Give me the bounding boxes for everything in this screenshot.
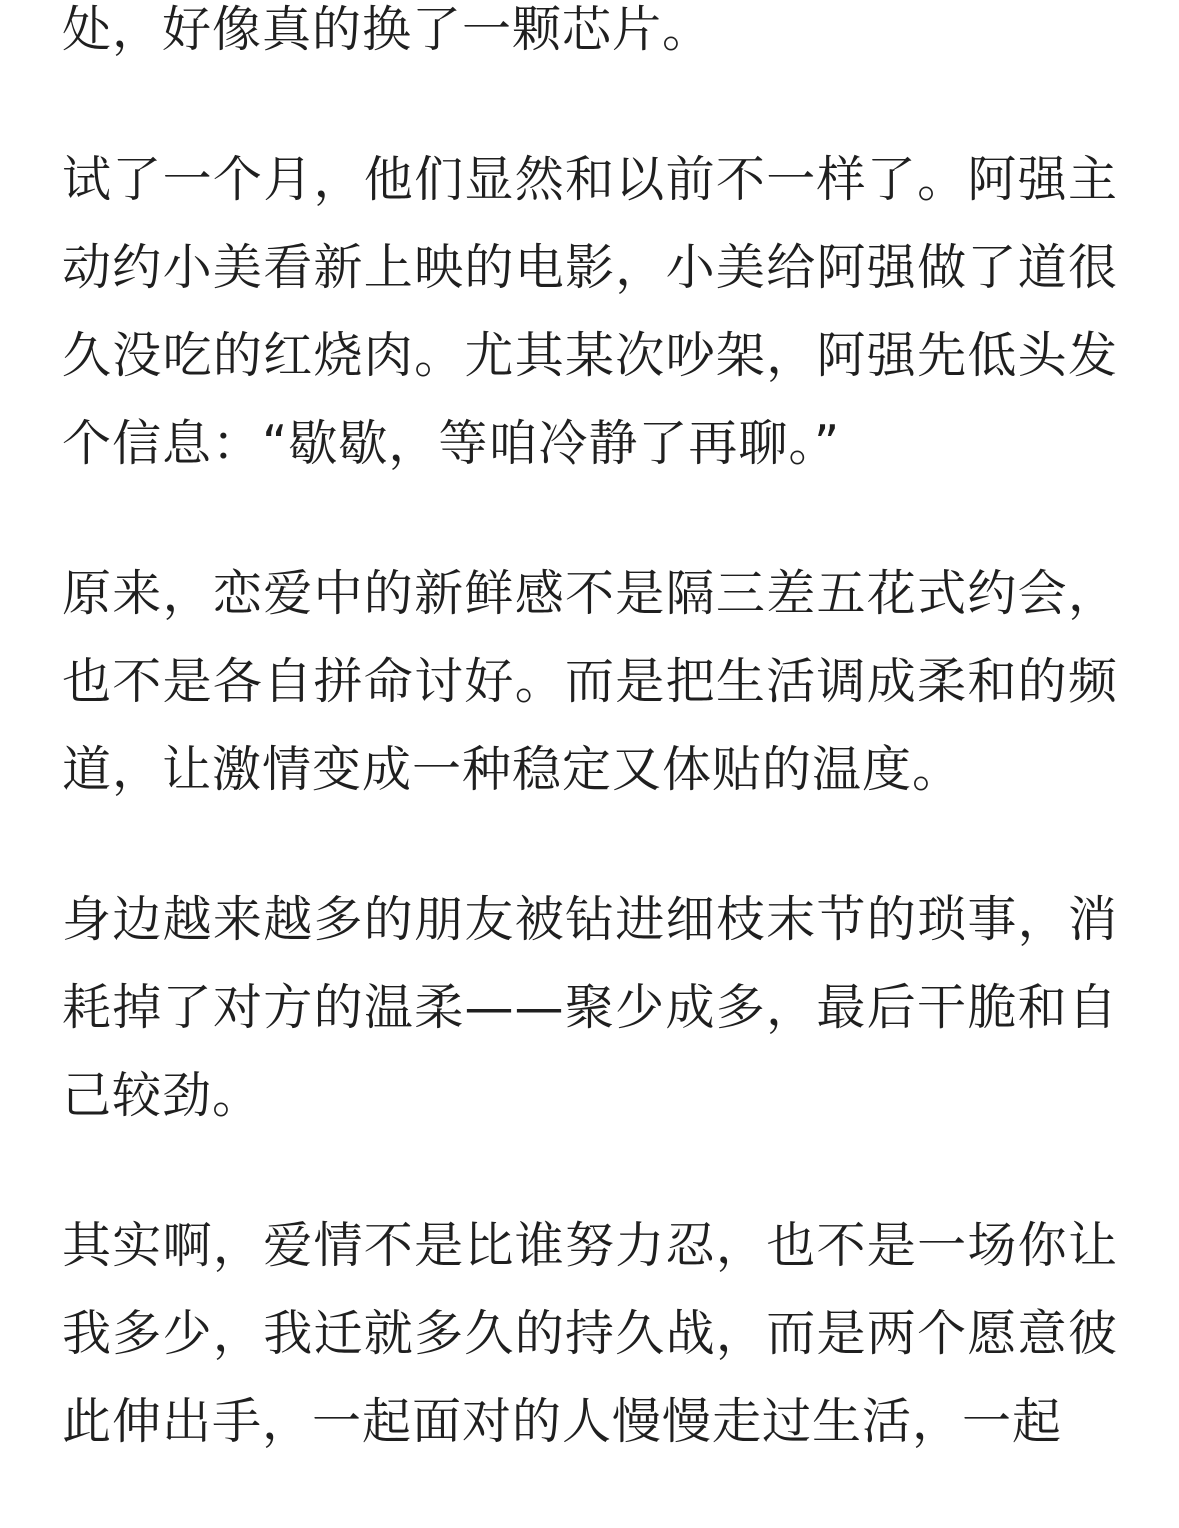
article-paragraph-1: 处，好像真的换了一颗芯片。 [62, 1, 713, 58]
article-paragraph-4: 身边越来越多的朋友被钻进细枝末节的琐事，消耗掉了对方的温柔——聚少成多，最后干脆和自己较劲。 [62, 891, 1118, 1124]
article-paragraph-5: 其实啊，爱情不是比谁努力忍，也不是一场你让我多少，我迁就多久的持久战，而是两个愿意彼此伸出手，一起面对的人慢慢走过生活，一起 [62, 1217, 1118, 1450]
article-body [62, 0, 1118, 1528]
article-paragraph-2: 试了一个月，他们显然和以前不一样了。阿强主动约小美看新上映的电影，小美给阿强做了道很久没吃的红烧肉。尤其某次吵架，阿强先低头发个信息：“歇歇，等咱冷静了再聊。” [62, 151, 1118, 472]
article-paragraph-3: 原来，恋爱中的新鲜感不是隔三差五花式约会，也不是各自拼命讨好。而是把生活调成柔和的频道，让激情变成一种稳定又体贴的温度。 [62, 565, 1118, 798]
